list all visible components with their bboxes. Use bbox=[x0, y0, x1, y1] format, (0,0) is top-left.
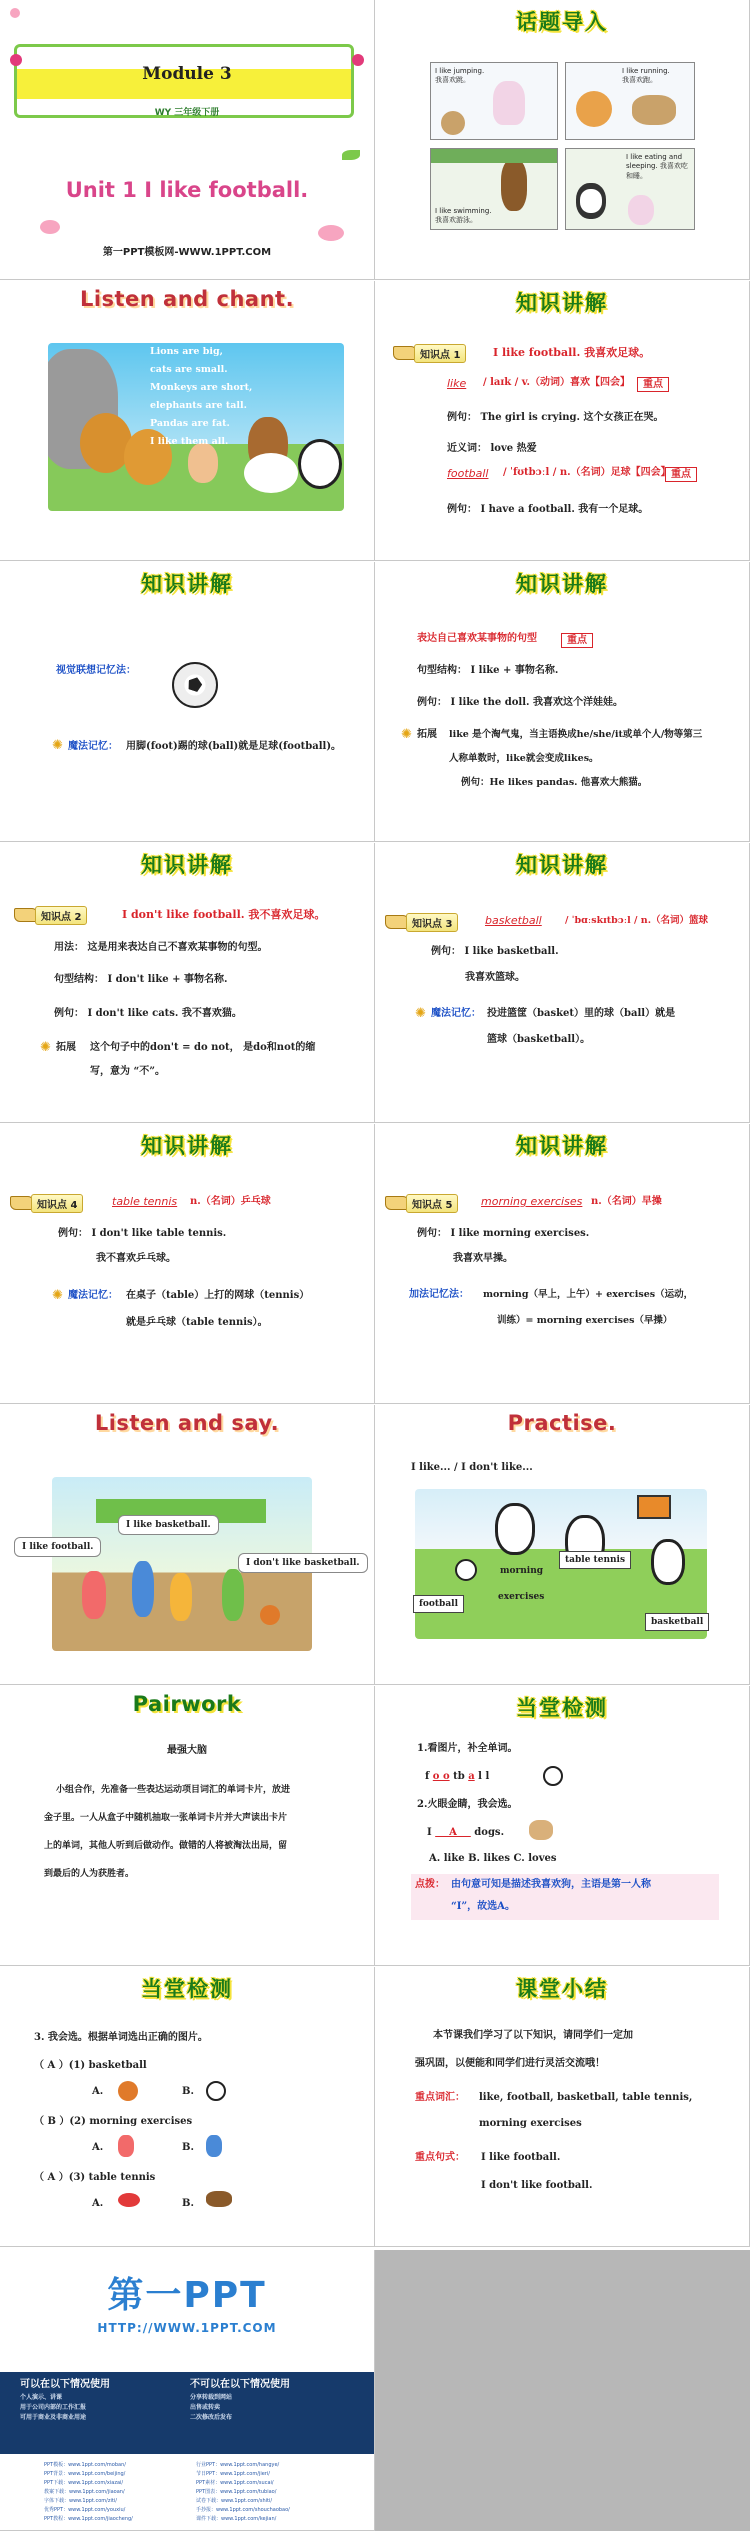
question-row: （ B ）(2) morning exercises bbox=[34, 2116, 193, 2127]
slide-listen-chant[interactable]: Listen and chant. Lions are big, cats are small. Monkeys are short, elephants are tall. Pandas are fat. I like them all. bbox=[0, 281, 375, 561]
usage-panel: 可以在以下情况使用 个人演示、讲课 用于公司内部的工作汇报 可用于商业及非商业用途 不可以在以下情况使用 分享转载到网站 出售或转卖 二次修改后发布 bbox=[0, 2372, 375, 2454]
football-icon bbox=[172, 662, 218, 708]
word-basketball: basketball bbox=[485, 914, 542, 927]
slide-title: Listen and chant. bbox=[79, 287, 295, 311]
sport-label: exercises bbox=[498, 1592, 545, 1602]
slide-title: 知识讲解 bbox=[141, 572, 233, 596]
point-heading: I don't like football. 我不喜欢足球。 bbox=[122, 908, 326, 921]
comic-panel-running: I like running. 我喜欢跑。 bbox=[565, 62, 695, 140]
fill-in-answer: f o o tb a l l bbox=[425, 1771, 490, 1782]
slide-topic-intro[interactable] bbox=[375, 0, 750, 280]
slide-title: 当堂检测 bbox=[516, 1696, 608, 1720]
slide-title: Practise. bbox=[507, 1411, 617, 1435]
word-morning-exercises: morning exercises bbox=[481, 1195, 583, 1208]
dog-icon bbox=[529, 1820, 553, 1840]
answer-options: A. like B. likes C. loves bbox=[429, 1853, 557, 1864]
child-icon bbox=[118, 2135, 134, 2157]
phonetic-like: / laɪk / v.（动词）喜欢【四会】 bbox=[483, 377, 631, 388]
racket-icon bbox=[206, 2191, 232, 2207]
practise-prompt: I like... / I don't like... bbox=[411, 1462, 533, 1473]
sport-label: morning bbox=[500, 1566, 544, 1576]
speech-bubble: I like football. bbox=[14, 1537, 101, 1557]
comic-panel-eating: I like eating and sleeping. 我喜欢吃和睡。 bbox=[565, 148, 695, 230]
slide-knowledge-memory[interactable] bbox=[0, 562, 375, 842]
visual-memory-label: 视觉联想记忆法： bbox=[56, 665, 136, 676]
slide-knowledge-4[interactable]: 知识讲解 知识点 4 table tennis n.（名词）乒乓球 例句： I don't like table tennis. 我不喜欢乒乓球。 ✺ 魔法记忆： 在桌子（table）上打的网球（tennis） 就是乒乓球（table tennis）。 bbox=[0, 1124, 375, 1404]
comic-panel-swimming: I like swimming. 我喜欢游泳。 bbox=[430, 148, 558, 230]
slide-title: 当堂检测 bbox=[141, 1977, 233, 2001]
empty-cell bbox=[375, 2250, 750, 2531]
slide-quiz-1[interactable]: 当堂检测 1.看图片，补全单词。 f o o tb a l l 2.火眼金睛，我会选。 I A dogs. A. like B. likes C. loves 点拨： 由句意可知是描述我喜欢狗，主语是第一人称 “I”，故选A。 bbox=[375, 1686, 750, 1966]
football-icon bbox=[206, 2081, 226, 2101]
sport-label: table tennis bbox=[559, 1551, 631, 1569]
extension-icon: ✺ bbox=[401, 727, 412, 742]
knowledge-badge: 知识点 4 bbox=[10, 1194, 83, 1212]
site-url[interactable]: HTTP://WWW.1PPT.COM bbox=[97, 2321, 277, 2335]
sport-label: basketball bbox=[645, 1613, 709, 1631]
pattern-structure: 句型结构： I like + 事物名称. bbox=[417, 665, 559, 676]
slide-template-info[interactable]: 第一PPT HTTP://WWW.1PPT.COM 可以在以下情况使用 个人演示、讲课 用于公司内部的工作汇报 可用于商业及非商业用途 不可以在以下情况使用 分享转载到网站 出售或转卖 二次修改后发布 PPT模板：www.1ppt.com/moban/ PPT背景：www.1ppt.com/beijing/ PPT下载：www.1ppt.com/xiazai/ 教案下载：www.1ppt.com/jiaoan/ 字体下载：www.1ppt.com/ziti/ 优秀PPT：www.1ppt.com/youxiu/ PPT教程：www.1ppt.com/jiaocheng/ 行业PPT：www.1ppt.com/hangye/ 节日PPT：www.1ppt.com/jieri/ PPT素材：www.1ppt.com/sucai/ PPT图表：www.1ppt.com/tubiao/ 试卷下载：www.1ppt.com/shiti/ 手抄报：www.1ppt.com/shouchaobao/ 课件下载：www.1ppt.com/kejian/ bbox=[0, 2250, 375, 2531]
extension-icon: ✺ bbox=[40, 1040, 51, 1055]
extension-label: 拓展 bbox=[417, 729, 437, 740]
question-row: （ A ）(3) table tennis bbox=[34, 2172, 156, 2183]
key-point-tag: 重点 bbox=[637, 377, 669, 392]
module-title: Module 3 bbox=[142, 64, 232, 84]
question-blank: I A dogs. bbox=[427, 1827, 505, 1838]
comic-panel-jumping: I like jumping. 我喜欢跳。 bbox=[430, 62, 558, 140]
logo-wordmark: 第一PPT bbox=[107, 2275, 267, 2316]
slide-title: 知识讲解 bbox=[516, 853, 608, 877]
magic-icon: ✺ bbox=[52, 1288, 63, 1303]
slide-quiz-2[interactable]: 当堂检测 3. 我会选。根据单词选出正确的图片。 （ A ）(1) basketball A. B. （ B ）(2) morning exercises A. B. （ A ）(3) table tennis A. B. bbox=[0, 1967, 375, 2247]
sport-label: football bbox=[413, 1595, 464, 1613]
magic-memory-text: 用脚(foot)踢的球(ball)就是足球(football)。 bbox=[126, 741, 342, 752]
slide-pairwork[interactable]: Pairwork 最强大脑 小组合作，先准备一些表达运动项目词汇的单词卡片，放进 金子里。一人从盒子中随机抽取一张单词卡片并大声读出卡片 上的单词，其他人听到后做动作。做错的人将被淘汰出局，留 到最后的人为获胜者。 bbox=[0, 1686, 375, 1966]
magic-icon: ✺ bbox=[52, 738, 63, 753]
question-row: （ A ）(1) basketball bbox=[34, 2060, 147, 2071]
phonetic-football: / ˈfʊtbɔːl / n.（名词）足球【四会】 bbox=[503, 467, 671, 478]
leaf-icon bbox=[342, 150, 360, 160]
key-point-tag: 重点 bbox=[561, 633, 593, 648]
activity-name: 最强大脑 bbox=[167, 1745, 207, 1756]
paddle-icon bbox=[118, 2193, 140, 2207]
slide-knowledge-pattern[interactable]: 知识讲解 表达自己喜欢某事物的句型 重点 句型结构： I like + 事物名称. 例句： I like the doll. 我喜欢这个洋娃娃。 ✺ 拓展 like 是个淘气鬼，当主语换成he/she/it或单个人/物等第三 人称单数时，like就会变成likes。 例句：He likes pandas. 他喜欢大熊猫。 bbox=[375, 562, 750, 842]
knowledge-badge: 知识点 5 bbox=[385, 1194, 458, 1212]
slide-title: Listen and say. bbox=[94, 1411, 280, 1435]
grade-label: WY 三年级下册 bbox=[154, 108, 220, 118]
slide-title: 课堂小结 bbox=[516, 1977, 608, 2001]
flower-icon bbox=[40, 220, 60, 234]
flower-icon bbox=[318, 225, 344, 241]
word-table-tennis: table tennis bbox=[112, 1195, 178, 1208]
slide-title: 话题导入 bbox=[516, 10, 608, 34]
knowledge-badge: 知识点 1 bbox=[393, 344, 466, 362]
key-point-tag: 重点 bbox=[665, 467, 697, 482]
slide-knowledge-3[interactable]: 知识讲解 知识点 3 basketball / ˈbɑːskɪtbɔːl / n.（名词）篮球 例句： I like basketball. 我喜欢篮球。 ✺ 魔法记忆： 投进篮筐（basket）里的球（ball）就是 篮球（basketball）。 bbox=[375, 843, 750, 1123]
slide-title: 知识讲解 bbox=[516, 291, 608, 315]
phonetic-basketball: / ˈbɑːskɪtbɔːl / n.（名词）篮球 bbox=[565, 915, 709, 926]
slide-summary[interactable]: 课堂小结 本节课我们学习了以下知识，请同学们一定加 强巩固，以便能和同学们进行灵活交流哦！ 重点词汇： like, football, basketball, table tennis, morning exercises 重点句式： I like football. I don't like football. bbox=[375, 1967, 750, 2247]
speech-bubble: I don't like basketball. bbox=[238, 1553, 368, 1573]
slide-title: 知识讲解 bbox=[141, 1134, 233, 1158]
magic-icon: ✺ bbox=[415, 1006, 426, 1021]
unit-title: Unit 1 I like football. bbox=[65, 178, 309, 202]
slide-title: 知识讲解 bbox=[141, 853, 233, 877]
basketball-icon bbox=[118, 2081, 138, 2101]
slide-cover[interactable] bbox=[0, 0, 375, 280]
slide-knowledge-5[interactable]: 知识讲解 知识点 5 morning exercises n.（名词）早操 例句： I like morning exercises. 我喜欢早操。 加法记忆法： morning（早上，上午）+ exercises（运动， 训练）= morning exercises（早操） bbox=[375, 1124, 750, 1404]
slide-listen-say[interactable] bbox=[0, 1405, 375, 1685]
slide-title: 知识讲解 bbox=[516, 1134, 608, 1158]
football-icon bbox=[543, 1766, 563, 1786]
magic-memory-label: 魔法记忆： bbox=[68, 741, 118, 752]
point-heading: I like football. 我喜欢足球。 bbox=[493, 346, 651, 359]
example-1: 例句： The girl is crying. 这个女孩正在哭。 bbox=[447, 412, 664, 423]
speech-bubble: I like basketball. bbox=[118, 1515, 219, 1535]
knowledge-badge: 知识点 2 bbox=[14, 906, 87, 924]
slide-title: 知识讲解 bbox=[516, 572, 608, 596]
synonym: 近义词： love 热爱 bbox=[447, 443, 537, 454]
word-like: like bbox=[447, 377, 467, 390]
example-2: 例句： I have a football. 我有一个足球。 bbox=[447, 504, 649, 515]
pattern-example: 例句： I like the doll. 我喜欢这个洋娃娃。 bbox=[417, 697, 623, 708]
slide-knowledge-1[interactable] bbox=[375, 281, 750, 561]
child-icon bbox=[206, 2135, 222, 2157]
word-football: football bbox=[447, 467, 489, 480]
slide-knowledge-2[interactable]: 知识讲解 知识点 2 I don't like football. 我不喜欢足球。 用法： 这是用来表达自己不喜欢某事物的句型。 句型结构： I don't like + 事物名称. 例句： I don't like cats. 我不喜欢猫。 ✺ 拓展 这个句子中的don't = do not， 是do和not的缩 写，意为 “不”。 bbox=[0, 843, 375, 1123]
cover-footer: 第一PPT模板网-WWW.1PPT.COM bbox=[102, 247, 272, 258]
slide-title: Pairwork bbox=[132, 1692, 242, 1716]
slide-practise[interactable] bbox=[375, 1405, 750, 1685]
knowledge-badge: 知识点 3 bbox=[385, 913, 458, 931]
pattern-heading: 表达自己喜欢某事物的句型 bbox=[417, 633, 537, 644]
